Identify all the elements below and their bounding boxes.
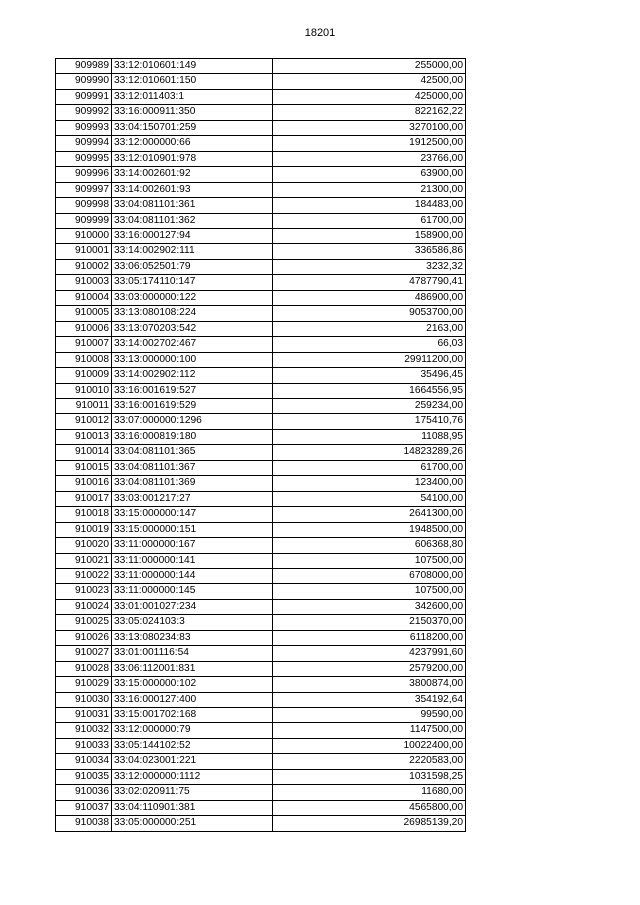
table-row (56, 398, 466, 413)
table-row (56, 445, 466, 460)
cadastral-number-cell: 33:16:000819:180 (112, 429, 273, 444)
table-row (56, 661, 466, 676)
cadastral-value-cell: 42500,00 (273, 74, 466, 89)
row-id-cell: 910029 (56, 677, 112, 692)
cadastral-number-cell: 33:12:000000:79 (112, 723, 273, 738)
row-id-cell: 910027 (56, 646, 112, 661)
cadastral-number-cell: 33:12:011403:1 (112, 89, 273, 104)
cadastral-number-cell: 33:01:001116:54 (112, 646, 273, 661)
cadastral-value-cell: 107500,00 (273, 553, 466, 568)
cadastral-number-cell: 33:05:174110:147 (112, 275, 273, 290)
table-row (56, 553, 466, 568)
row-id-cell: 910008 (56, 352, 112, 367)
cadastral-value-cell: 342600,00 (273, 599, 466, 614)
row-id-cell: 910034 (56, 754, 112, 769)
row-id-cell: 910024 (56, 599, 112, 614)
cadastral-value-cell: 63900,00 (273, 167, 466, 182)
cadastral-number-cell: 33:13:080234:83 (112, 630, 273, 645)
cadastral-value-cell: 9053700,00 (273, 306, 466, 321)
cadastral-number-cell: 33:14:002902:111 (112, 244, 273, 259)
table-row (56, 677, 466, 692)
table-row (56, 491, 466, 506)
row-id-cell: 910037 (56, 800, 112, 815)
cadastral-number-cell: 33:03:000000:122 (112, 290, 273, 305)
table-row (56, 584, 466, 599)
cadastral-value-cell: 26985139,20 (273, 816, 466, 831)
table-body (56, 59, 466, 832)
table-row (56, 59, 466, 74)
cadastral-value-cell: 4787790,41 (273, 275, 466, 290)
cadastral-number-cell: 33:12:000000:1112 (112, 769, 273, 784)
row-id-cell: 910032 (56, 723, 112, 738)
row-id-cell: 910005 (56, 306, 112, 321)
table-row (56, 275, 466, 290)
cadastral-number-cell: 33:03:001217:27 (112, 491, 273, 506)
row-id-cell: 910014 (56, 445, 112, 460)
table-row (56, 89, 466, 104)
table-row (56, 290, 466, 305)
table-row (56, 228, 466, 243)
row-id-cell: 910004 (56, 290, 112, 305)
cadastral-value-cell: 99590,00 (273, 708, 466, 723)
row-id-cell: 909996 (56, 167, 112, 182)
row-id-cell: 910009 (56, 368, 112, 383)
cadastral-number-cell: 33:15:000000:102 (112, 677, 273, 692)
row-id-cell: 909995 (56, 151, 112, 166)
cadastral-value-cell: 1031598,25 (273, 769, 466, 784)
cadastral-value-cell: 1664556,95 (273, 383, 466, 398)
cadastral-number-cell: 33:05:144102:52 (112, 738, 273, 753)
row-id-cell: 910020 (56, 538, 112, 553)
cadastral-value-cell: 11680,00 (273, 785, 466, 800)
cadastral-value-cell: 486900,00 (273, 290, 466, 305)
cadastral-value-cell: 6708000,00 (273, 568, 466, 583)
cadastral-number-cell: 33:07:000000:1296 (112, 414, 273, 429)
cadastral-number-cell: 33:16:000127:94 (112, 228, 273, 243)
row-id-cell: 910003 (56, 275, 112, 290)
cadastral-number-cell: 33:13:080108:224 (112, 306, 273, 321)
table-row (56, 244, 466, 259)
row-id-cell: 910013 (56, 429, 112, 444)
row-id-cell: 910002 (56, 259, 112, 274)
cadastral-value-cell: 2220583,00 (273, 754, 466, 769)
row-id-cell: 910006 (56, 321, 112, 336)
row-id-cell: 909993 (56, 120, 112, 135)
cadastral-value-cell: 23766,00 (273, 151, 466, 166)
row-id-cell: 910022 (56, 568, 112, 583)
row-id-cell: 910019 (56, 522, 112, 537)
cadastral-value-cell: 2579200,00 (273, 661, 466, 676)
row-id-cell: 910028 (56, 661, 112, 676)
cadastral-value-cell: 61700,00 (273, 460, 466, 475)
cadastral-value-cell: 66,03 (273, 337, 466, 352)
table-row (56, 321, 466, 336)
table-row (56, 213, 466, 228)
cadastral-value-cell: 3232,32 (273, 259, 466, 274)
cadastral-number-cell: 33:14:002601:93 (112, 182, 273, 197)
cadastral-number-cell: 33:04:110901:381 (112, 800, 273, 815)
row-id-cell: 909992 (56, 105, 112, 120)
row-id-cell: 910021 (56, 553, 112, 568)
table-row (56, 167, 466, 182)
cadastral-number-cell: 33:05:000000:251 (112, 816, 273, 831)
cadastral-number-cell: 33:11:000000:141 (112, 553, 273, 568)
row-id-cell: 910035 (56, 769, 112, 784)
table-row (56, 383, 466, 398)
cadastral-number-cell: 33:12:000000:66 (112, 136, 273, 151)
table-row (56, 151, 466, 166)
table-row (56, 368, 466, 383)
cadastral-value-cell: 425000,00 (273, 89, 466, 104)
cadastral-value-cell: 822162,22 (273, 105, 466, 120)
table-row (56, 646, 466, 661)
table-row (56, 182, 466, 197)
row-id-cell: 910010 (56, 383, 112, 398)
cadastral-number-cell: 33:01:001027:234 (112, 599, 273, 614)
cadastral-number-cell: 33:02:020911:75 (112, 785, 273, 800)
cadastral-number-cell: 33:12:010601:149 (112, 59, 273, 74)
cadastral-number-cell: 33:06:112001:831 (112, 661, 273, 676)
row-id-cell: 910007 (56, 337, 112, 352)
page-number: 18201 (304, 27, 336, 39)
row-id-cell: 909994 (56, 136, 112, 151)
cadastral-number-cell: 33:05:024103:3 (112, 615, 273, 630)
table-row (56, 306, 466, 321)
cadastral-value-cell: 158900,00 (273, 228, 466, 243)
cadastral-value-cell: 54100,00 (273, 491, 466, 506)
row-id-cell: 910018 (56, 507, 112, 522)
cadastral-value-cell: 336586,86 (273, 244, 466, 259)
cadastral-value-cell: 21300,00 (273, 182, 466, 197)
cadastral-number-cell: 33:04:081101:365 (112, 445, 273, 460)
row-id-cell: 910031 (56, 708, 112, 723)
table-row (56, 692, 466, 707)
cadastral-number-cell: 33:13:000000:100 (112, 352, 273, 367)
row-id-cell: 909997 (56, 182, 112, 197)
cadastral-number-cell: 33:04:150701:259 (112, 120, 273, 135)
cadastral-number-cell: 33:04:081101:367 (112, 460, 273, 475)
row-id-cell: 910026 (56, 630, 112, 645)
cadastral-value-cell: 4565800,00 (273, 800, 466, 815)
cadastral-value-cell: 606368,80 (273, 538, 466, 553)
cadastral-value-cell: 354192,64 (273, 692, 466, 707)
cadastral-value-cell: 61700,00 (273, 213, 466, 228)
table-row (56, 800, 466, 815)
cadastral-value-cell: 175410,76 (273, 414, 466, 429)
cadastral-value-cell: 35496,45 (273, 368, 466, 383)
row-id-cell: 910033 (56, 738, 112, 753)
row-id-cell: 909998 (56, 198, 112, 213)
row-id-cell: 910023 (56, 584, 112, 599)
cadastral-number-cell: 33:15:000000:147 (112, 507, 273, 522)
cadastral-number-cell: 33:04:023001:221 (112, 754, 273, 769)
table-row (56, 708, 466, 723)
row-id-cell: 909991 (56, 89, 112, 104)
cadastral-number-cell: 33:04:081101:361 (112, 198, 273, 213)
cadastral-value-cell: 259234,00 (273, 398, 466, 413)
cadastral-number-cell: 33:16:000911:350 (112, 105, 273, 120)
table-row (56, 599, 466, 614)
row-id-cell: 910015 (56, 460, 112, 475)
table-row (56, 74, 466, 89)
table-row (56, 120, 466, 135)
cadastral-number-cell: 33:06:052501:79 (112, 259, 273, 274)
cadastral-number-cell: 33:14:002601:92 (112, 167, 273, 182)
row-id-cell: 910030 (56, 692, 112, 707)
cadastral-value-cell: 14823289,26 (273, 445, 466, 460)
table-row (56, 105, 466, 120)
table-row (56, 615, 466, 630)
table-row (56, 136, 466, 151)
cadastral-number-cell: 33:14:002902:112 (112, 368, 273, 383)
row-id-cell: 910016 (56, 476, 112, 491)
table-row (56, 754, 466, 769)
cadastral-number-cell: 33:12:010601:150 (112, 74, 273, 89)
row-id-cell: 910038 (56, 816, 112, 831)
cadastral-number-cell: 33:14:002702:467 (112, 337, 273, 352)
cadastral-value-cell: 107500,00 (273, 584, 466, 599)
row-id-cell: 909989 (56, 59, 112, 74)
row-id-cell: 910025 (56, 615, 112, 630)
cadastral-value-cell: 1948500,00 (273, 522, 466, 537)
cadastral-value-cell: 4237991,60 (273, 646, 466, 661)
cadastral-number-cell: 33:16:001619:529 (112, 398, 273, 413)
row-id-cell: 909999 (56, 213, 112, 228)
row-id-cell: 910036 (56, 785, 112, 800)
row-id-cell: 910011 (56, 398, 112, 413)
table-row (56, 198, 466, 213)
table-row (56, 429, 466, 444)
table-row (56, 522, 466, 537)
cadastral-number-cell: 33:04:081101:369 (112, 476, 273, 491)
table-row (56, 259, 466, 274)
cadastral-value-cell: 184483,00 (273, 198, 466, 213)
cadastral-number-cell: 33:16:001619:527 (112, 383, 273, 398)
row-id-cell: 910012 (56, 414, 112, 429)
row-id-cell: 910017 (56, 491, 112, 506)
cadastral-number-cell: 33:15:001702:168 (112, 708, 273, 723)
cadastral-value-cell: 6118200,00 (273, 630, 466, 645)
table-row (56, 785, 466, 800)
row-id-cell: 910001 (56, 244, 112, 259)
cadastral-value-cell: 1147500,00 (273, 723, 466, 738)
table-row (56, 738, 466, 753)
table-row (56, 538, 466, 553)
table-row (56, 460, 466, 475)
cadastral-number-cell: 33:12:010901:978 (112, 151, 273, 166)
cadastral-number-cell: 33:11:000000:145 (112, 584, 273, 599)
table-row (56, 568, 466, 583)
table-row (56, 507, 466, 522)
cadastral-number-cell: 33:04:081101:362 (112, 213, 273, 228)
table-row (56, 337, 466, 352)
table-row (56, 630, 466, 645)
cadastral-number-cell: 33:13:070203:542 (112, 321, 273, 336)
table-row (56, 723, 466, 738)
cadastral-number-cell: 33:16:000127:400 (112, 692, 273, 707)
table-row (56, 476, 466, 491)
row-id-cell: 910000 (56, 228, 112, 243)
cadastral-value-cell: 10022400,00 (273, 738, 466, 753)
cadastral-value-cell: 2150370,00 (273, 615, 466, 630)
cadastral-value-cell: 2641300,00 (273, 507, 466, 522)
row-id-cell: 909990 (56, 74, 112, 89)
cadastral-value-cell: 3800874,00 (273, 677, 466, 692)
cadastral-value-cell: 2163,00 (273, 321, 466, 336)
cadastral-value-cell: 255000,00 (273, 59, 466, 74)
table-row (56, 816, 466, 831)
cadastral-value-cell: 29911200,00 (273, 352, 466, 367)
cadastral-number-cell: 33:11:000000:167 (112, 538, 273, 553)
cadastral-value-cell: 1912500,00 (273, 136, 466, 151)
cadastral-value-cell: 123400,00 (273, 476, 466, 491)
table-row (56, 414, 466, 429)
cadastral-value-cell: 11088,95 (273, 429, 466, 444)
cadastral-value-table (55, 58, 466, 832)
cadastral-value-cell: 3270100,00 (273, 120, 466, 135)
table-row (56, 352, 466, 367)
table-row (56, 769, 466, 784)
cadastral-number-cell: 33:15:000000:151 (112, 522, 273, 537)
cadastral-number-cell: 33:11:000000:144 (112, 568, 273, 583)
